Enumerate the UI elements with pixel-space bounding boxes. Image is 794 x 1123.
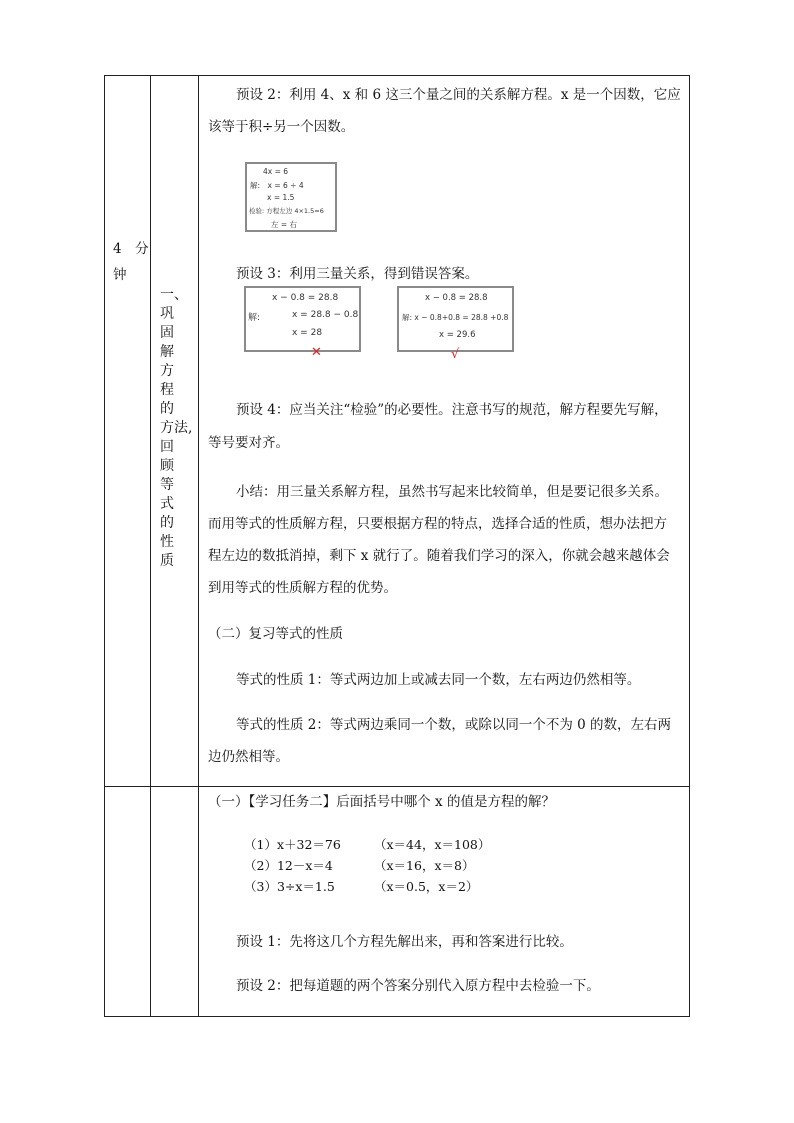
hw2-line: x − 0.8 = 28.8 <box>272 293 339 303</box>
time-line-2: 钟 <box>113 267 127 283</box>
section-label-line: 回顾 <box>160 439 178 474</box>
section-label-line: 程的 <box>160 382 178 417</box>
list-item <box>244 876 544 897</box>
hw2-line: 解: <box>248 313 261 323</box>
hw1-line: x = 1.5 <box>267 193 295 202</box>
section-label <box>160 286 194 571</box>
preset2-line1: 预设 2：利用 4、x 和 6 这三个量之间的关系解方程。x 是一个因数，它应 <box>236 87 681 103</box>
time-line-1: 4 分 <box>113 241 149 257</box>
content-cell-row1 <box>208 76 688 786</box>
task-title: （一）【学习任务二】后面括号中哪个 x 的值是方程的解？ <box>208 794 555 810</box>
content-cell-row2 <box>208 787 688 1016</box>
correct-mark-icon: √ <box>451 347 460 362</box>
list-item <box>244 834 544 855</box>
summary-line4: 到用等式的性质解方程的优势。 <box>208 580 397 596</box>
preset3-text: 预设 3：利用三量关系，得到错误答案。 <box>236 266 479 282</box>
hw1-line: 检验: 方程左边 4×1.5=6 <box>249 207 324 215</box>
review-title: （二）复习等式的性质 <box>208 626 343 642</box>
section-label-line: 巩固 <box>160 306 178 341</box>
hw3-line: x = 29.6 <box>439 330 476 340</box>
summary-line3: 程左边的数抵消掉，剩下 x 就行了。随着我们学习的深入，你就会越来越体会 <box>208 548 670 564</box>
property-2-line2: 边仍然相等。 <box>208 749 289 765</box>
lesson-table <box>104 75 690 1017</box>
property-2-line1: 等式的性质 2：等式两边乘同一个数，或除以同一个不为 0 的数，左右两 <box>236 717 672 733</box>
section-label-line: 一、 <box>160 287 188 303</box>
answer-options: （x＝44，x＝108） <box>374 837 491 852</box>
equation: （3）3÷x＝1.5 <box>244 879 335 894</box>
handwritten-solution-1 <box>245 162 337 232</box>
equation: （1）x＋32＝76 <box>244 837 341 852</box>
wrong-mark-icon: ✕ <box>311 345 322 360</box>
hw1-line: 左 = 右 <box>271 220 298 229</box>
hw1-line: 4x = 6 <box>263 167 289 176</box>
column-divider-2 <box>198 76 199 1016</box>
section-label-line: 解方 <box>160 344 178 379</box>
section-label-line: 方法, <box>160 420 193 436</box>
hw2-line: x = 28 <box>292 328 323 338</box>
section-label-line: 的性 <box>160 515 178 550</box>
summary-line2: 而用等式的性质解方程，只要根据方程的特点，选择合适的性质，想办法把方 <box>208 516 667 532</box>
property-1: 等式的性质 1：等式两边加上或减去同一个数，左右两边仍然相等。 <box>236 672 641 688</box>
row2-preset2: 预设 2：把每道题的两个答案分别代入原方程中去检验一下。 <box>236 978 600 994</box>
column-divider-1 <box>150 76 151 1016</box>
preset2-line2: 该等于积÷另一个因数。 <box>208 119 355 135</box>
equation: （2）12－x＝4 <box>244 858 333 873</box>
equation-list <box>244 834 544 904</box>
answer-options: （x＝0.5，x＝2） <box>374 879 479 894</box>
summary-line1: 小结：用三量关系解方程，虽然书写起来比较简单，但是要记很多关系。 <box>236 484 668 500</box>
list-item <box>244 855 544 876</box>
preset4-line2: 等号要对齐。 <box>208 435 289 451</box>
hw3-line: x − 0.8 = 28.8 <box>425 293 488 303</box>
handwritten-wrong-solution <box>244 286 361 352</box>
time-cell <box>113 236 149 288</box>
handwritten-correct-solution <box>397 286 514 352</box>
answer-options: （x＝16，x＝8） <box>374 858 475 873</box>
row2-preset1: 预设 1：先将这几个方程先解出来，再和答案进行比较。 <box>236 934 573 950</box>
hw1-line: 解: x = 6 ÷ 4 <box>250 181 304 190</box>
preset4-line1: 预设 4：应当关注“检验”的必要性。注意书写的规范，解方程要先写解， <box>236 402 668 418</box>
section-label-line: 质 <box>160 553 174 569</box>
hw3-line: 解: x − 0.8+0.8 = 28.8 +0.8 <box>402 313 509 322</box>
section-label-line: 等式 <box>160 477 178 512</box>
hw2-line: x = 28.8 − 0.8 <box>292 310 359 320</box>
